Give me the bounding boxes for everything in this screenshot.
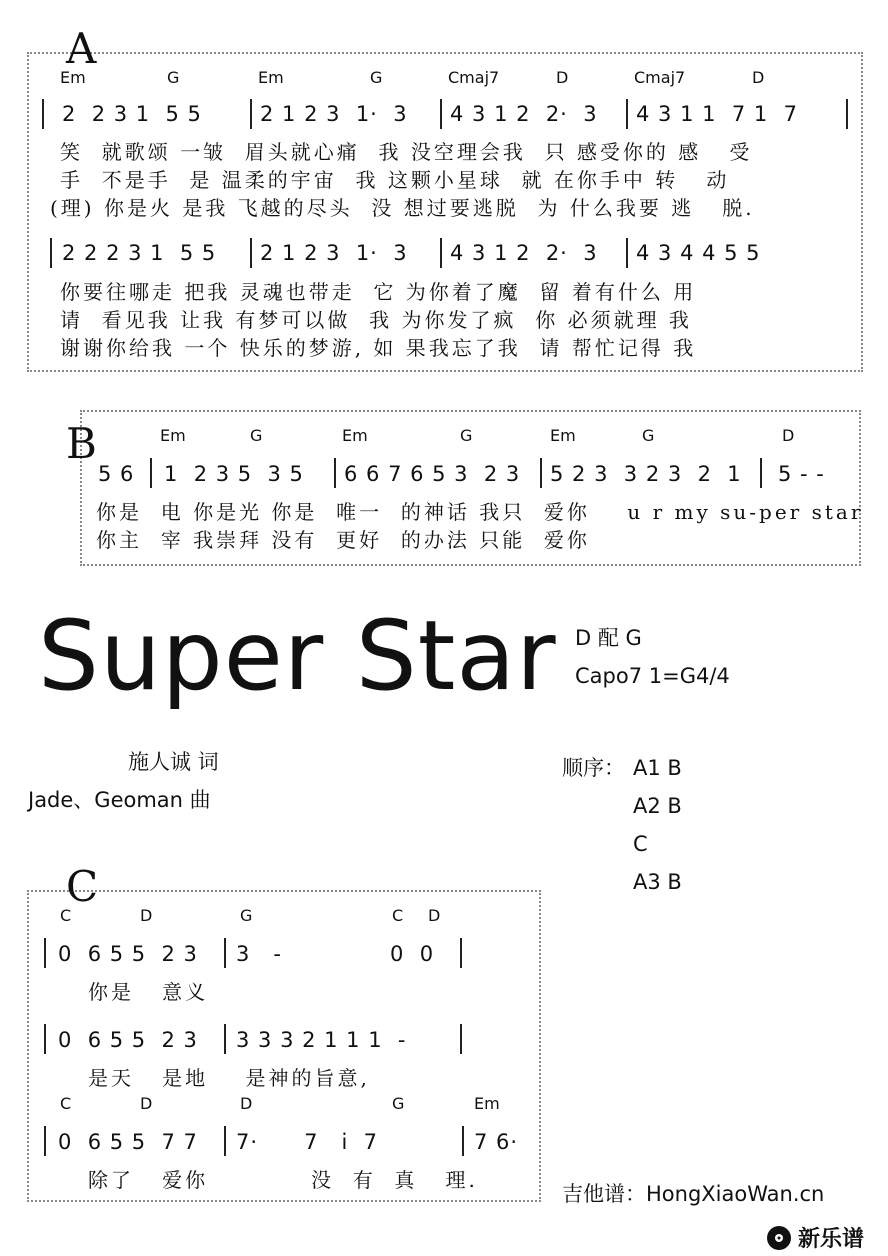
chord: D xyxy=(428,906,441,925)
song-title: Super Star xyxy=(38,600,557,712)
lyric-line: 你是 意义 xyxy=(88,980,209,1004)
barline xyxy=(760,458,762,488)
chord: Cmaj7 xyxy=(634,68,686,87)
barline xyxy=(44,1024,46,1054)
logo-text: 新乐谱 xyxy=(798,1227,865,1252)
barline xyxy=(440,238,442,268)
barline xyxy=(44,1126,46,1156)
notes-measure: 4 3 4 4 5 5 xyxy=(636,241,761,265)
barline xyxy=(224,1126,226,1156)
vinyl-record-icon xyxy=(766,1225,792,1251)
chord: G xyxy=(250,426,263,445)
notes-measure: 2 2 3 1 5 5 xyxy=(62,102,202,126)
notes-measure: 4 3 1 2 2· 3 xyxy=(450,241,598,265)
site-logo xyxy=(766,1222,864,1253)
chord: G xyxy=(392,1094,405,1113)
section-a-label: A xyxy=(66,24,97,73)
chord: Em xyxy=(342,426,368,445)
order-item: A3 B xyxy=(633,870,682,894)
source-credit: 吉他谱：HongXiaoWan.cn xyxy=(562,1182,825,1206)
chord: D xyxy=(556,68,569,87)
chord: Em xyxy=(258,68,284,87)
section-c-label: C xyxy=(66,862,99,911)
notes-measure: 4 3 1 2 2· 3 xyxy=(450,102,598,126)
barline xyxy=(846,99,848,129)
lyricist: 施人诚 词 xyxy=(128,750,219,774)
notes-measure: 0 6 5 5 2 3 xyxy=(58,942,198,966)
notes-measure: 0 6 5 5 2 3 xyxy=(58,1028,198,1052)
capo-info: Capo7 1=G4/4 xyxy=(575,664,730,688)
notes-measure: 7 6· xyxy=(474,1130,519,1154)
order-item: A2 B xyxy=(633,794,682,818)
notes-measure: 2 1 2 3 1· 3 xyxy=(260,241,408,265)
lyric-line: 是天 是地 是神的旨意, xyxy=(88,1066,370,1090)
notes-measure: 3 3 3 2 1 1 1 - xyxy=(236,1028,407,1052)
chord: G xyxy=(642,426,655,445)
barline xyxy=(334,458,336,488)
notes-measure: 1 2 3 5 3 5 xyxy=(164,462,304,486)
chord: D xyxy=(140,1094,153,1113)
chord: C xyxy=(60,906,72,925)
lyric-line: 你是 电 你是光 你是 唯一 的神话 我只 爱你 u r my su-per star xyxy=(96,500,864,524)
notes-measure: 0 0 xyxy=(390,942,435,966)
lyric-line: 你主 宰 我崇拜 没有 更好 的办法 只能 爱你 xyxy=(96,528,590,552)
barline xyxy=(626,99,628,129)
barline xyxy=(50,238,52,268)
notes-measure: 0 6 5 5 7 7 xyxy=(58,1130,198,1154)
key-info: D 配 G xyxy=(575,626,642,650)
barline xyxy=(42,99,44,129)
lyric-line: 笑 就歌颂 一皱 眉头就心痛 我 没空理会我 只 感受你的 感 受 xyxy=(60,140,753,164)
notes-measure: 2 2 2 3 1 5 5 xyxy=(62,241,217,265)
composer: Jade、Geoman 曲 xyxy=(28,788,211,812)
lyric-line: 谢谢你给我 一个 快乐的梦游, 如 果我忘了我 请 帮忙记得 我 xyxy=(60,336,697,360)
lyric-line: 除了 爱你 没 有 真 理. xyxy=(88,1168,478,1192)
barline xyxy=(462,1126,464,1156)
notes-measure: 6 6 7 6 5 3 2 3 xyxy=(344,462,521,486)
lyric-line: (理) 你是火 是我 飞越的尽头 没 想过要逃脱 为 什么我要 逃 脱. xyxy=(50,196,755,220)
lyric-line: 你要往哪走 把我 灵魂也带走 它 为你着了魔 留 着有什么 用 xyxy=(60,280,697,304)
chord: C xyxy=(60,1094,72,1113)
notes-measure: 5 2 3 3 2 3 2 1 xyxy=(550,462,742,486)
notes-measure: 2 1 2 3 1· 3 xyxy=(260,102,408,126)
barline xyxy=(250,99,252,129)
chord: D xyxy=(140,906,153,925)
section-b-label: B xyxy=(66,419,97,468)
chord: Em xyxy=(60,68,86,87)
chord: D xyxy=(752,68,765,87)
barline xyxy=(440,99,442,129)
chord: Em xyxy=(160,426,186,445)
chord: Cmaj7 xyxy=(448,68,500,87)
barline xyxy=(224,1024,226,1054)
lyric-line: 请 看见我 让我 有梦可以做 我 为你发了疯 你 必须就理 我 xyxy=(60,308,692,332)
chord: G xyxy=(370,68,383,87)
order-item: C xyxy=(633,832,648,856)
notes-measure: 4 3 1 1 7 1 7 xyxy=(636,102,798,126)
barline xyxy=(460,1024,462,1054)
chord: D xyxy=(240,1094,253,1113)
chord: Em xyxy=(474,1094,500,1113)
notes-measure: 5 - - xyxy=(778,462,825,486)
chord: G xyxy=(240,906,253,925)
order-item: A1 B xyxy=(633,756,682,780)
barline xyxy=(150,458,152,488)
chord: D xyxy=(782,426,795,445)
lyric-line: 手 不是手 是 温柔的宇宙 我 这颗小星球 就 在你手中 转 动 xyxy=(60,168,730,192)
chord: Em xyxy=(550,426,576,445)
order-label: 顺序： xyxy=(562,756,625,780)
barline xyxy=(224,938,226,968)
barline xyxy=(250,238,252,268)
barline xyxy=(540,458,542,488)
notes-measure: 3 - xyxy=(236,942,282,966)
notes-measure: 7· 7 i 7 xyxy=(236,1130,379,1154)
barline xyxy=(626,238,628,268)
chord: G xyxy=(460,426,473,445)
notes-measure: 5 6 xyxy=(98,462,135,486)
barline xyxy=(460,938,462,968)
chord: C xyxy=(392,906,404,925)
barline xyxy=(44,938,46,968)
chord: G xyxy=(167,68,180,87)
